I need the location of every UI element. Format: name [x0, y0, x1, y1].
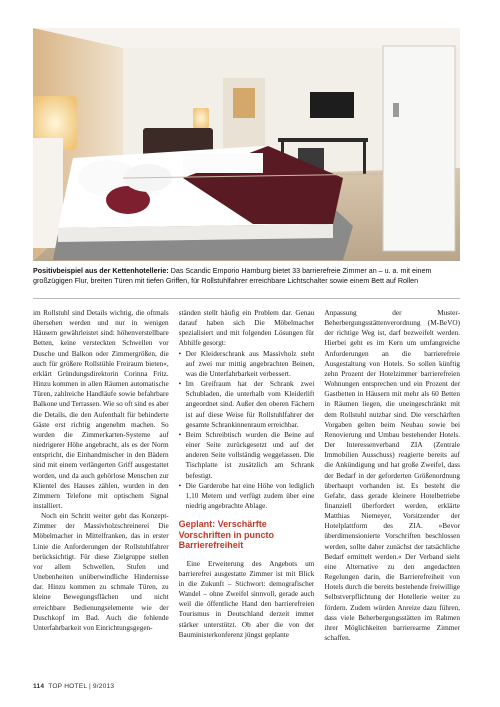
solution-list [179, 349, 315, 512]
list-item: • Der Kleiderschrank aus Massivholz steht auf zwei nur mittig angebrachten Beinen, was die Unterfahrbarkeit verbessert. [179, 349, 315, 379]
section-heading: Geplant: Verschärfte Vorschriften in puncto Barrierefreiheit [178, 519, 275, 551]
caption-lead: Positivbeispiel aus der Kettenhotellerie: [33, 267, 169, 275]
hotel-room-illustration [33, 28, 460, 261]
paragraph: im Rollstuhl sind Details wichtig, die oftmals übersehen werden und nur in wenigen Häusern gewährleistet sind: höhenverstellbare Betten, keine versteckten Schwellen vor Dusche und Balkon oder Zimmergrößen, die auch für größere Rollstühle Freiraum bieten«, erklärt Gründungsdirektorin Corinna Fritz. Hinzu kommen in allen Räumen automatische Türen, zahlreiche Handläufe sowie befahrbare Balkone und Terrassen. Wie so oft sind es aber die Details, die den Aufenthalt für behinderte Gäste erst richtig angenehm machen. So wurden die Zimmerkarten-Systeme auf niedrigerer Höhe angebracht, als es der Norm entspricht, die Einhandmischer in den Bädern sind mit einem verlängerten Griff ausgestattet worden, und da auch gehörlose Menschen zur Klientel des Hauses zählen, wurden in den Zimmern Telefone mit optischem Signal installiert. [33, 309, 169, 510]
list-item: • Im Greifraum hat der Schrank zwei Schubladen, die unterhalb vom Kleiderlift angeordnet sind. Außer den oberen Fächern ist auf diese Weise für Rollstuhlfahrer der gesamte Schrankinnenraum erreichbar. [179, 379, 315, 430]
list-item: • Beim Schreibtisch wurden die Beine auf einer Seite zurückgesetzt und auf der anderen Seite vollständig weggelassen. Die Tischplatte ist zusätzlich am Schrank befestigt. [179, 430, 315, 481]
photo-caption [33, 266, 460, 287]
paragraph: ständen stellt häufig ein Problem dar. Genau darauf haben sich Die Möbelmacher spezialisiert und mit folgenden Lösungen für Abhilfe gesorgt: [178, 309, 315, 348]
magazine-issue: TOP HOTEL | 9/2013 [48, 683, 115, 690]
paragraph: Noch ein Schritt weiter geht das Konzept-Zimmer der Massivholzschreinerei Die Möbelmacher in Mittelfranken, das in erster Linie die Anforderungen der Rollstuhlfahrer berücksichtigt. Für diese Zielgruppe stellen vor allem Schwellen, Stufen und Unebenheiten unüberwindliche Hindernisse dar. Hinzu kommen zu schmale Türen, zu kleine Bewegungsflächen und nicht erreichbare Bedienungselemente wie der Duschkopf im Bad. Auch die fehlende Unterfahrbarkeit von Einrichtungsgegen- [33, 512, 169, 632]
page-footer [33, 683, 114, 690]
hotel-room-photo [33, 28, 460, 261]
caption-text: Das Scandic Emporio Hamburg bietet 33 barrierefreie Zimmer an – u. a. mit einem großzügigen Flur, breiten Türen mit tiefen Griffen, für Rollstuhlfahrer erreichbare Lichtschalter sowie einem Bett auf Rollen [33, 267, 432, 286]
paragraph: Anpassung der Muster-Beherbergungsstättenverordnung (M-BeVO) der richtige Weg ist, darf bezweifelt werden. Hierbei geht es im Kern um umfangreiche Anforderungen an die barrierefreie Ausgestaltung von Hotels. So sollen künftig zehn Prozent der Hotelzimmer barrierefreien Wohnungen entsprechen und ein Prozent der Gastbetten in Häusern mit mehr als 60 Betten in Räumen liegen, die uneingeschränkt mit dem Rollstuhl nutzbar sind. Die verschärften Vorgaben gelten beim Neubau sowie bei Renovierung und Umbau bestehender Hotels. Der Interessenverband ZIA (Zentrale Immobilien Ausschuss) reagierte bereits auf die Ankündigung und hat große Zweifel, dass der Bedarf in der geforderten Größenordnung überhaupt vorhanden ist. Es besteht die Gefahr, dass gerade kleinere Hotelbetriebe finanziell überfordert werden, erklärte Matthias Niemeyer, Vorsitzender der Hotelplattform des ZIA. »Bevor überdimensionierte Vorschriften beschlossen werden, sollte daher zunächst der tatsächliche Bedarf ermittelt werden.« Der Verband sieht eine Alternative zu den angedachten Regelungen darin, die Barrierefreiheit von Hotels durch die bereits bestehende freiwillige Selbstverpflichtung der Hotellerie weiter zu fördern. Zudem würden Anreize dazu führen, dass viele Beherbergungsstätten im Rahmen ihrer Möglichkeiten barrierearme Zimmer schaffen. [324, 309, 461, 642]
column-2 [179, 308, 315, 676]
page-number: 114 [33, 683, 45, 690]
list-item: • Die Garderobe hat eine Höhe von lediglich 1,10 Metern und verfügt zudem über eine niedrig angebrachte Ablage. [179, 481, 315, 511]
article-body [33, 308, 460, 676]
paragraph: Eine Erweiterung des Angebots um barrierefrei ausgestatte Zimmer ist mit Blick in die Zukunft – Stichwort: demografischer Wandel – ohne Zweifel sinnvoll, gerade auch weil die öffentliche Hand den barrierefreien Tourismus in Deutschland derzeit immer stärker unterstützt. Ob aber die von der Bauministerkonferenz jüngst geplante [178, 559, 315, 639]
caption-divider [33, 298, 460, 299]
column-3 [324, 308, 460, 676]
column-1 [33, 308, 169, 676]
